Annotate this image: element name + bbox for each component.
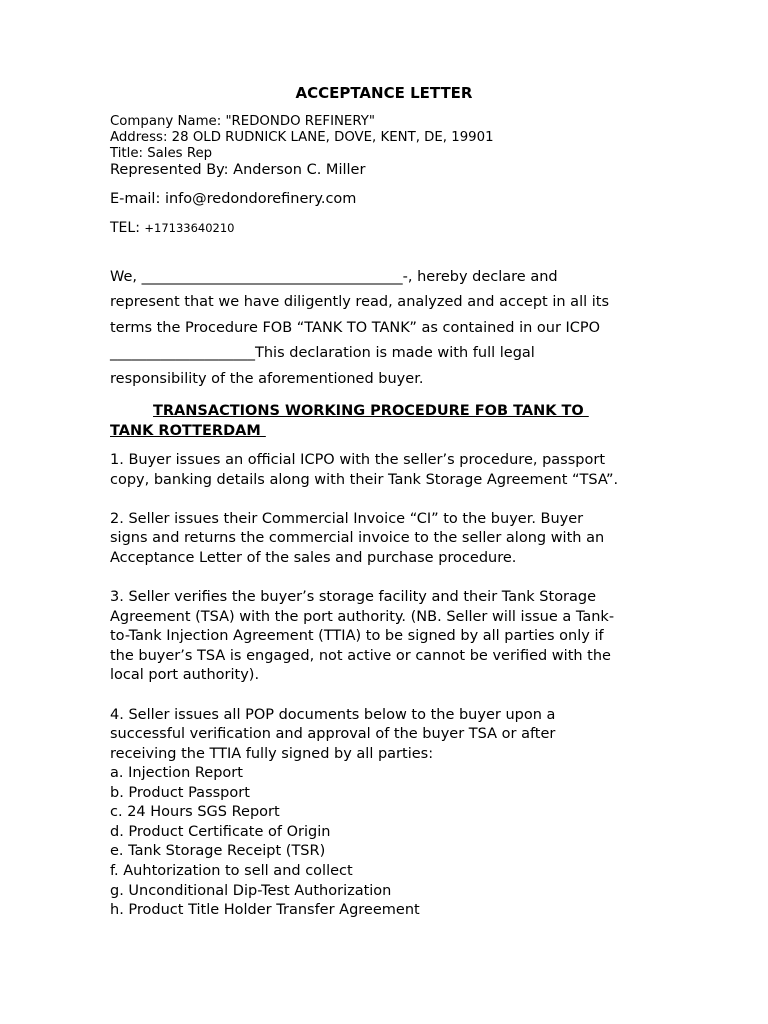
declaration-line: represent that we have diligently read, analyzed and accept in all its [110,294,610,310]
address-label: Address: [110,130,168,145]
address-value: 28 OLD RUDNICK LANE, DOVE, KENT, DE, 19901 [171,130,494,145]
pop-document-item: d. Product Certificate of Origin [110,823,331,840]
step-line: 1. Buyer issues an official ICPO with the seller’s procedure, passport [110,452,606,469]
procedure-heading-line [110,401,589,421]
pop-document-item: e. Tank Storage Receipt (TSR) [110,843,326,860]
declaration-line: We, ____________________________________-, hereby declare and [110,268,558,285]
procedure-heading-text: TRANSACTIONS WORKING PROCEDURE FOB TANK TO [153,403,589,419]
procedure-step-4 [110,706,618,765]
pop-document-item: c. 24 Hours SGS Report [110,804,280,821]
declaration-line: terms the Procedure FOB “TANK TO TANK” as contained in our ICPO [110,319,601,336]
declaration-paragraph [110,265,609,393]
company-name-line [110,114,494,130]
step-line: signs and returns the commercial invoice to the seller along with an [110,530,605,547]
job-title-value: Sales Rep [147,146,213,161]
procedure-step-3 [110,588,618,686]
represented-by-label: Represented By: [110,162,229,178]
email-value: info@redondorefinery.com [164,191,357,207]
step-line: Acceptance Letter of the sales and purchase procedure. [110,550,517,566]
pop-document-item: f. Auhtorization to sell and collect [110,863,353,879]
pop-document-item: b. Product Passport [110,784,250,801]
step-line: the buyer’s TSA is engaged, not active or cannot be verified with the [110,647,611,664]
pop-document-item: g. Unconditional Dip-Test Authorization [110,882,392,899]
step-line: 3. Seller verifies the buyer’s storage facility and their Tank Storage [110,589,597,606]
step-line: Agreement (TSA) with the port authority. (NB. Seller will issue a Tank- [110,608,615,625]
step-line: local port authority). [110,667,260,684]
address-line [110,130,494,146]
represented-by-value: Anderson C. Miller [233,162,366,178]
job-title-label: Title: [110,146,143,161]
pop-documents-list [110,764,618,921]
procedure-step-1 [110,451,618,490]
email-line [110,190,494,208]
job-title-line [110,146,494,162]
telephone-label: TEL: [110,220,140,236]
declaration-line: responsibility of the aforementioned buyer. [110,370,424,387]
company-name-value: "REDONDO REFINERY" [225,114,375,129]
step-line: 2. Seller issues their Commercial Invoice “CI” to the buyer. Buyer [110,510,584,527]
procedure-steps [110,451,618,921]
telephone-line [110,219,494,237]
represented-by-line [110,162,494,178]
document-title: ACCEPTANCE LETTER [295,84,473,102]
company-details [110,114,494,237]
company-name-label: Company Name: [110,114,222,129]
procedure-heading [110,401,589,441]
email-label: E-mail: [110,191,161,207]
pop-document-item: h. Product Title Holder Transfer Agreement [110,902,420,919]
step-line: successful verification and approval of the buyer TSA or after [110,726,556,743]
step-line: copy, banking details along with their Tank Storage Agreement “TSA”. [110,471,619,488]
procedure-step-2 [110,510,618,569]
step-line: 4. Seller issues all POP documents below to the buyer upon a [110,706,556,723]
procedure-heading-text: TANK ROTTERDAM [110,423,266,439]
step-line: to-Tank Injection Agreement (TTIA) to be signed by all parties only if [110,628,604,645]
pop-document-item: a. Injection Report [110,765,243,782]
procedure-heading-line [110,421,589,441]
telephone-value: +17133640210 [144,221,235,235]
step-line: receiving the TTIA fully signed by all parties: [110,745,434,762]
declaration-line: ____________________This declaration is made with full legal [110,345,535,361]
